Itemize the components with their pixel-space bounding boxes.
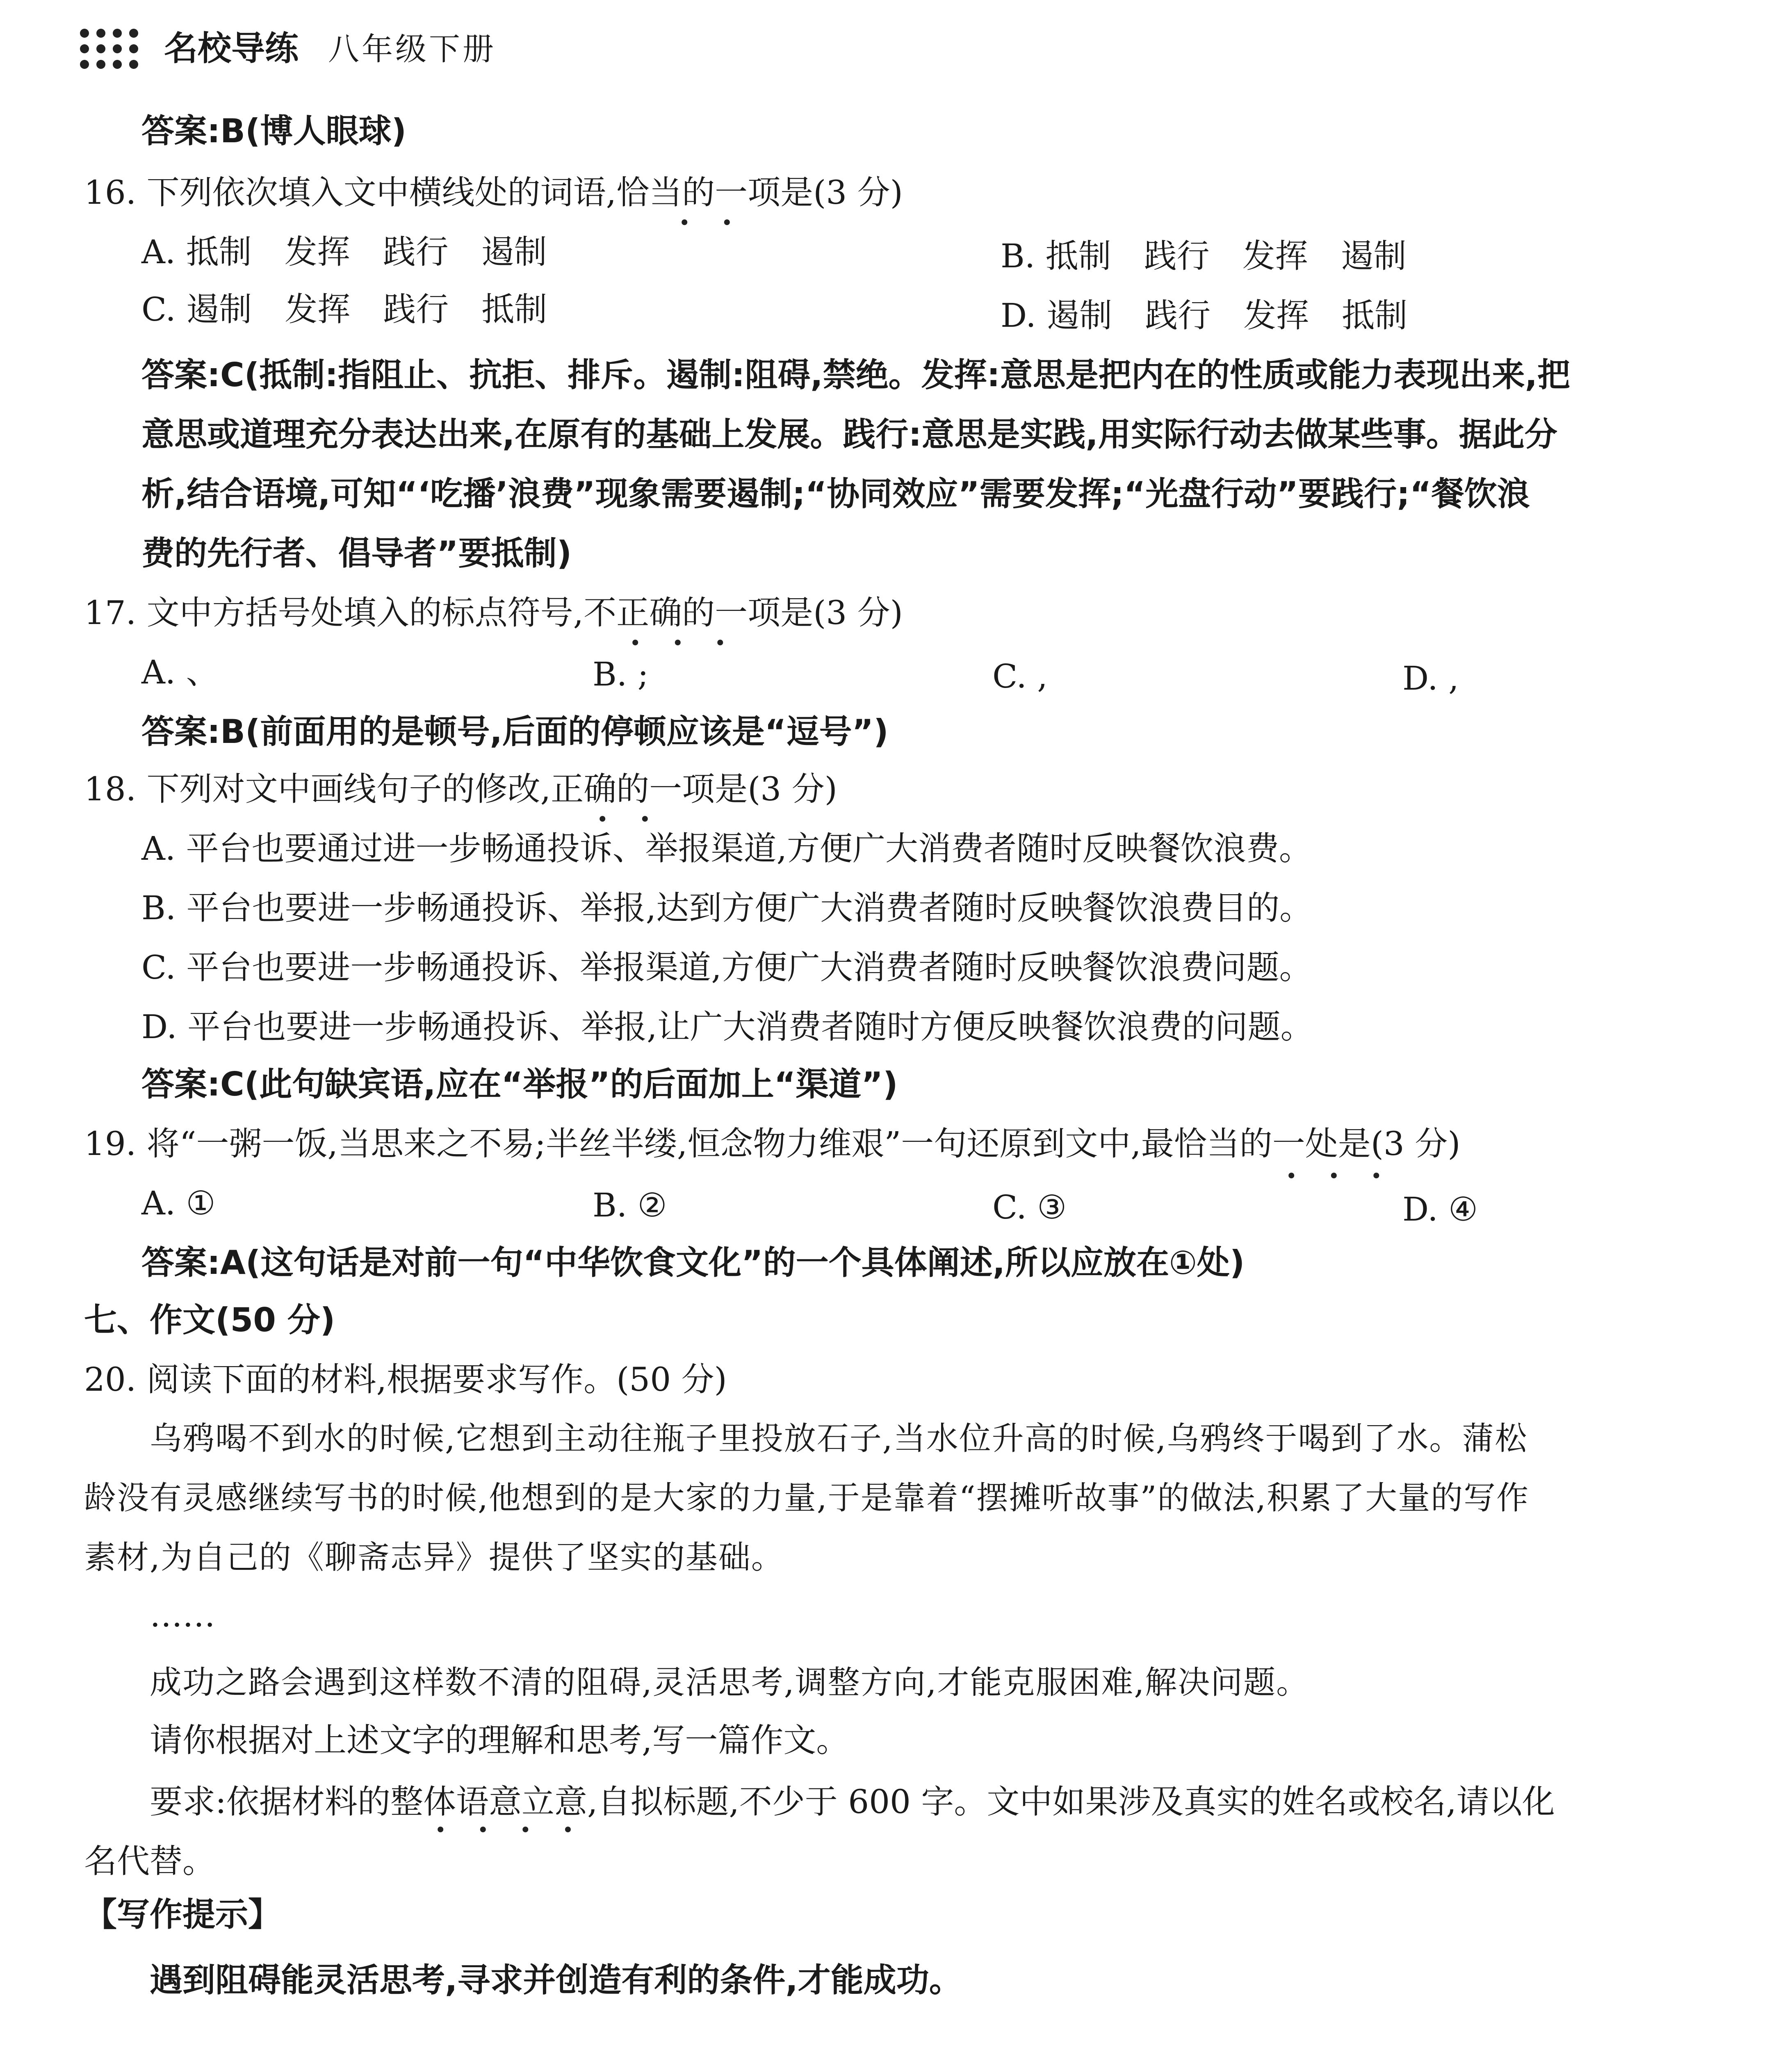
q16-option-c: C. 遏制 发挥 践行 抵制 bbox=[141, 290, 547, 328]
material-line3: 素材,为自己的《聊斋志异》提供了坚实的基础。 bbox=[84, 1539, 784, 1576]
requirement-line3: 名代替。 bbox=[84, 1842, 215, 1880]
answer-15: 答案:B(博人眼球) bbox=[141, 112, 407, 150]
q19-option-d: D. ④ bbox=[1402, 1190, 1478, 1228]
material-line5: 成功之路会遇到这样数不清的阻碍,灵活思考,调整方向,才能克服困难,解决问题。 bbox=[150, 1664, 1309, 1701]
material-line2: 龄没有灵感继续写书的时候,他想到的是大家的力量,于是靠着“摆摊听故事”的做法,积累了大量的写作 bbox=[84, 1480, 1530, 1517]
q17-option-d: D. , bbox=[1402, 659, 1459, 697]
emphasis-dots-16: • • bbox=[679, 212, 745, 235]
requirement-line1: 请你根据对上述文字的理解和思考,写一篇作文。 bbox=[150, 1721, 849, 1759]
answer-17: 答案:B(前面用的是顿号,后面的停顿应该是“逗号”) bbox=[141, 713, 889, 751]
q18-option-b: B. 平台也要进一步畅通投诉、举报,达到方便广大消费者随时反映餐饮浪费目的。 bbox=[141, 889, 1313, 927]
section-7-title: 七、作文(50 分) bbox=[84, 1301, 335, 1339]
emphasis-dots-18: • • bbox=[597, 808, 663, 831]
q17-option-a: A. 、 bbox=[141, 653, 219, 691]
requirement-line2: 要求:依据材料的整体语意立意,自拟标题,不少于 600 字。文中如果涉及真实的姓名或校名,请以化 bbox=[150, 1783, 1555, 1821]
question-19: 19. 将“一粥一饭,当思来之不易;半丝半缕,恒念物力维艰”一句还原到文中,最恰当的一处是(3 分) bbox=[84, 1125, 1461, 1163]
q16-option-b: B. 抵制 践行 发挥 遏制 bbox=[1001, 237, 1407, 275]
q17-option-c: C. , bbox=[992, 657, 1048, 695]
writing-tip-title: 【写作提示】 bbox=[84, 1895, 281, 1934]
material-ellipsis: …… bbox=[150, 1596, 215, 1634]
answer-16-line1: 答案:C(抵制:指阻止、抗拒、排斥。遏制:阻碍,禁绝。发挥:意思是把内在的性质或能力表现出来,把 bbox=[141, 356, 1571, 394]
material-line1: 乌鸦喝不到水的时候,它想到主动往瓶子里投放石子,当水位升高的时候,乌鸦终于喝到了水。蒲松 bbox=[150, 1420, 1528, 1457]
answer-16-line4: 费的先行者、倡导者”要抵制) bbox=[141, 534, 572, 572]
q17-option-b: B. ; bbox=[593, 655, 649, 693]
q18-option-a: A. 平台也要通过进一步畅通投诉、举报渠道,方便广大消费者随时反映餐饮浪费。 bbox=[141, 829, 1312, 868]
question-16: 16. 下列依次填入文中横线处的词语,恰当的一项是(3 分) bbox=[84, 173, 903, 212]
q18-option-c: C. 平台也要进一步畅通投诉、举报渠道,方便广大消费者随时反映餐饮浪费问题。 bbox=[141, 948, 1312, 986]
emphasis-dots-20: • • • • bbox=[435, 1819, 586, 1842]
emphasis-dots-17: • • • bbox=[629, 632, 739, 655]
answer-19: 答案:A(这句话是对前一句“中华饮食文化”的一个具体阐述,所以应放在①处) bbox=[141, 1244, 1245, 1282]
q19-option-c: C. ③ bbox=[992, 1188, 1067, 1226]
question-18: 18. 下列对文中画线句子的修改,正确的一项是(3 分) bbox=[84, 770, 837, 808]
header-brand: 名校导练 bbox=[164, 29, 299, 68]
question-20: 20. 阅读下面的材料,根据要求写作。(50 分) bbox=[84, 1360, 727, 1399]
question-17: 17. 文中方括号处填入的标点符号,不正确的一项是(3 分) bbox=[84, 594, 903, 632]
q18-option-d: D. 平台也要进一步畅通投诉、举报,让广大消费者随时方便反映餐饮浪费的问题。 bbox=[141, 1008, 1313, 1046]
header-grade: 八年级下册 bbox=[328, 31, 496, 67]
q16-option-a: A. 抵制 发挥 践行 遏制 bbox=[141, 233, 547, 271]
answer-16-line3: 析,结合语境,可知“‘吃播’浪费”现象需要遏制;“协同效应”需要发挥;“光盘行动”要践行;“餐饮浪 bbox=[141, 475, 1530, 513]
answer-16-line2: 意思或道理充分表达出来,在原有的基础上发展。践行:意思是实践,用实际行动去做某些事。据此分 bbox=[141, 415, 1557, 453]
q16-option-d: D. 遏制 践行 发挥 抵制 bbox=[1001, 296, 1408, 335]
writing-tip-body: 遇到阻碍能灵活思考,寻求并创造有利的条件,才能成功。 bbox=[150, 1961, 962, 1999]
emphasis-dots-19: • • • bbox=[1286, 1165, 1395, 1188]
header-dots-icon bbox=[80, 29, 152, 70]
answer-18: 答案:C(此句缺宾语,应在“举报”的后面加上“渠道”) bbox=[141, 1065, 898, 1103]
q19-option-a: A. ① bbox=[141, 1184, 216, 1222]
q19-option-b: B. ② bbox=[593, 1186, 667, 1224]
